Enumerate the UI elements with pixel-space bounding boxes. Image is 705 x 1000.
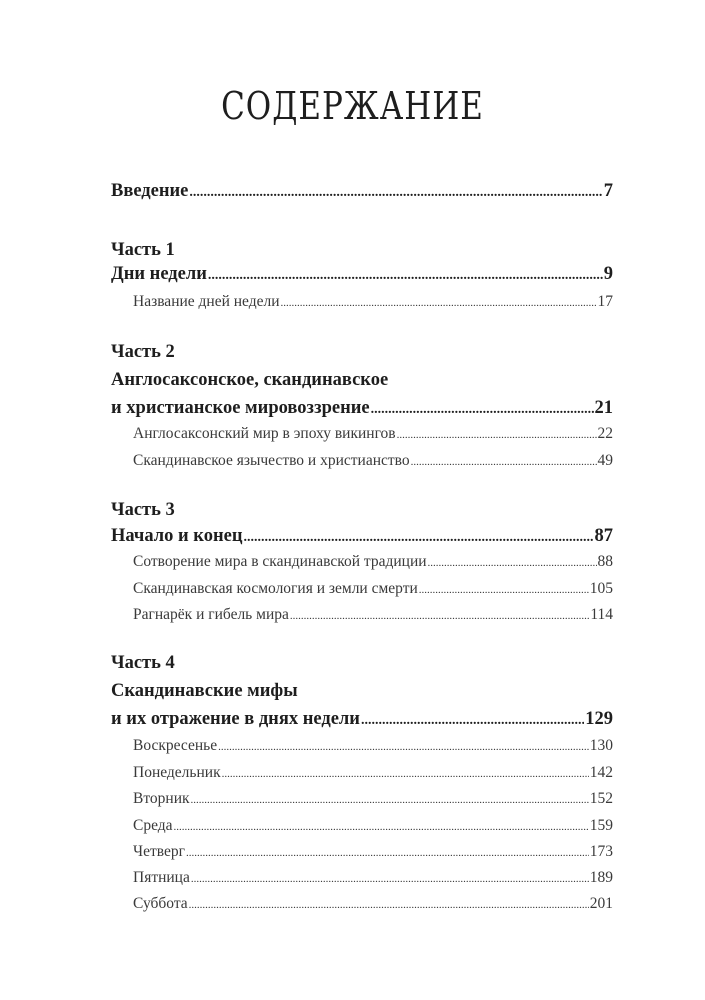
dot-leader xyxy=(191,790,589,808)
part-heading: Часть 1 xyxy=(111,240,175,260)
dot-leader xyxy=(361,709,584,730)
toc-subentry[interactable] xyxy=(133,869,613,887)
toc-subentry[interactable] xyxy=(133,764,613,782)
toc-entry-label: Дни недели xyxy=(111,264,207,284)
toc-subentry-page: 105 xyxy=(589,580,613,597)
dot-leader xyxy=(191,869,589,887)
toc-subentry-label: Англосаксонский мир в эпоху викингов xyxy=(133,425,396,442)
toc-subentry-label: Скандинавская космология и земли смерти xyxy=(133,580,418,597)
toc-entry-page: 129 xyxy=(585,709,613,729)
part-heading: Часть 3 xyxy=(111,500,175,520)
toc-subentry[interactable] xyxy=(133,790,613,808)
dot-leader xyxy=(281,293,597,311)
part-heading: Часть 4 xyxy=(111,653,175,673)
toc-subentry-label: Воскресенье xyxy=(133,737,218,754)
toc-subentry[interactable] xyxy=(133,425,613,443)
dot-leader xyxy=(186,843,589,861)
part-title-line: Англосаксонское, скандинавское xyxy=(111,370,389,390)
dot-leader xyxy=(428,553,597,571)
toc-subentry[interactable] xyxy=(133,553,613,571)
toc-subentry[interactable] xyxy=(133,895,613,913)
dot-leader xyxy=(208,264,603,285)
toc-subentry-label: Скандинавское язычество и христианство xyxy=(133,452,410,469)
toc-subentry-label: Понедельник xyxy=(133,764,221,781)
part-title-line: Скандинавские мифы xyxy=(111,681,298,701)
toc-entry-intro[interactable] xyxy=(111,181,613,202)
toc-subentry[interactable] xyxy=(133,737,613,755)
toc-entry-label: и христианское мировоззрение xyxy=(111,398,370,418)
toc-subentry-label: Четверг xyxy=(133,843,185,860)
toc-subentry[interactable] xyxy=(133,843,613,861)
dot-leader xyxy=(174,817,589,835)
toc-subentry[interactable] xyxy=(133,293,613,311)
toc-subentry-label: Сотворение мира в скандинавской традиции xyxy=(133,553,427,570)
toc-subentry-label: Название дней недели xyxy=(133,293,280,310)
toc-entry-page: 7 xyxy=(603,181,613,201)
toc-subentry-page: 22 xyxy=(597,425,613,442)
toc-subentry-page: 173 xyxy=(589,843,613,860)
toc-subentry-label: Суббота xyxy=(133,895,188,912)
toc-subentry-page: 114 xyxy=(590,606,613,623)
toc-subentry[interactable] xyxy=(133,817,613,835)
toc-entry-page: 21 xyxy=(594,398,613,418)
toc-subentry-page: 88 xyxy=(597,553,613,570)
toc-entry-page: 87 xyxy=(594,526,613,546)
toc-entry-label: и их отражение в днях недели xyxy=(111,709,360,729)
toc-entry-part3[interactable] xyxy=(111,526,613,547)
toc-subentry-page: 152 xyxy=(589,790,613,807)
toc-entry-label: Начало и конец xyxy=(111,526,243,546)
dot-leader xyxy=(243,526,593,547)
toc-subentry-page: 17 xyxy=(597,293,613,310)
dot-leader xyxy=(218,737,589,755)
toc-subentry-page: 201 xyxy=(589,895,613,912)
toc-subentry-page: 49 xyxy=(597,452,613,469)
toc-subentry-label: Среда xyxy=(133,817,173,834)
dot-leader xyxy=(419,580,589,598)
toc-entry-label: Введение xyxy=(111,181,189,201)
toc-subentry[interactable] xyxy=(133,580,613,598)
dot-leader xyxy=(189,181,602,202)
dot-leader xyxy=(371,398,594,419)
toc-entry-part4[interactable] xyxy=(111,709,613,730)
toc-subentry-page: 142 xyxy=(589,764,613,781)
toc-subentry-label: Пятница xyxy=(133,869,190,886)
dot-leader xyxy=(189,895,589,913)
toc-entry-part1[interactable] xyxy=(111,264,613,285)
toc-subentry-page: 189 xyxy=(589,869,613,886)
toc-subentry[interactable] xyxy=(133,606,613,624)
toc-subentry-label: Вторник xyxy=(133,790,190,807)
toc-subentry-page: 159 xyxy=(589,817,613,834)
part-heading: Часть 2 xyxy=(111,342,175,362)
dot-leader xyxy=(222,764,589,782)
dot-leader xyxy=(397,425,597,443)
toc-entry-part2[interactable] xyxy=(111,398,613,419)
dot-leader xyxy=(411,452,597,470)
toc-subentry-label: Рагнарёк и гибель мира xyxy=(133,606,289,623)
dot-leader xyxy=(290,606,589,624)
toc-entry-page: 9 xyxy=(603,264,613,284)
page-title: СОДЕРЖАНИЕ xyxy=(221,84,484,129)
toc-subentry[interactable] xyxy=(133,452,613,470)
toc-subentry-page: 130 xyxy=(589,737,613,754)
